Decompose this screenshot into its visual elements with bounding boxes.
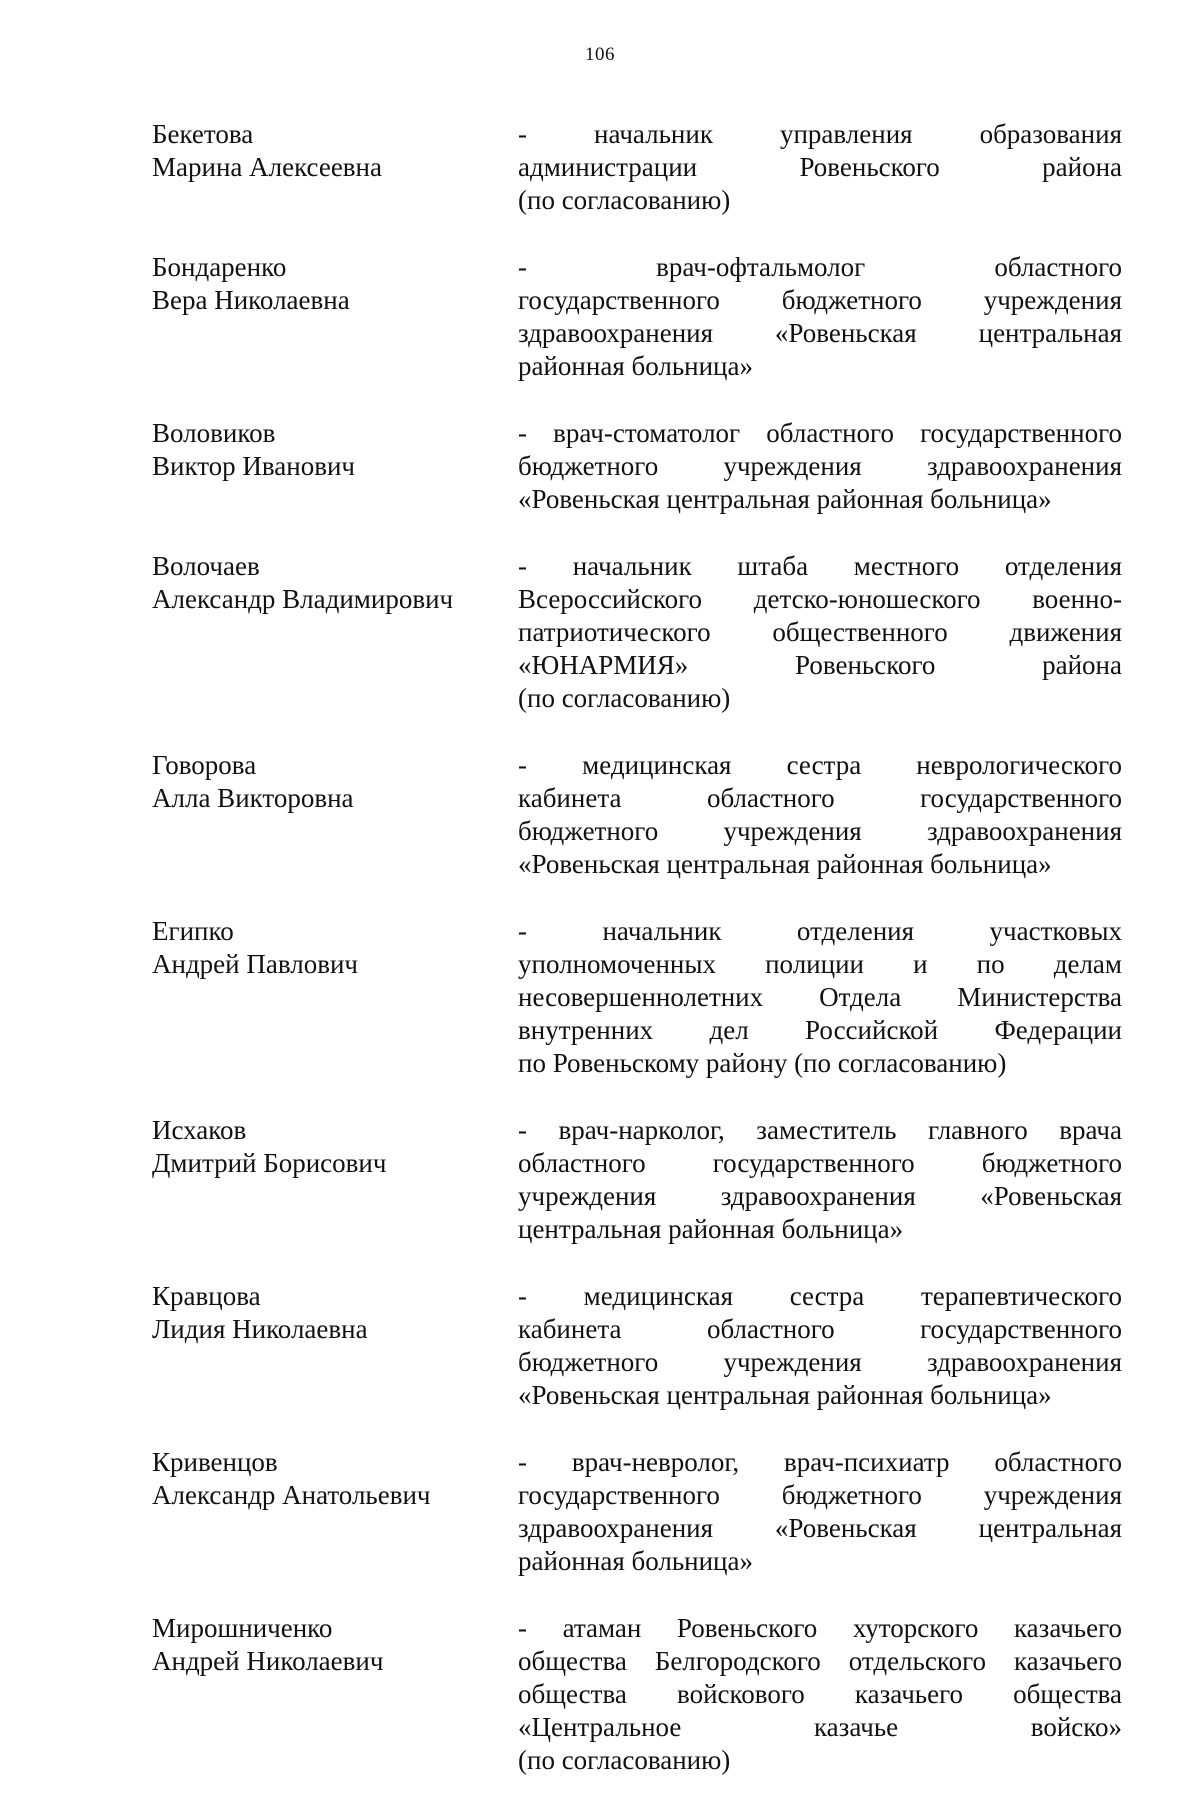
member-role (518, 1612, 1122, 1777)
member-name (152, 749, 518, 815)
member-entry (152, 417, 1132, 516)
member-name (152, 118, 518, 184)
role-line: областного государственного бюджетного (518, 1148, 1122, 1178)
role-line: районная больница» (518, 351, 753, 381)
member-list (152, 118, 1132, 1811)
member-surname: Говорова (152, 750, 257, 780)
role-line: несовершеннолетних Отдела Министерства (518, 982, 1122, 1012)
role-line: учреждения здравоохранения «Ровеньская (518, 1181, 1122, 1211)
member-role (518, 118, 1122, 217)
role-line: - медицинская сестра терапевтического (518, 1281, 1122, 1311)
member-given-names: Лидия Николаевна (152, 1314, 368, 1344)
role-line: здравоохранения «Ровеньская центральная (518, 1513, 1122, 1543)
member-given-names: Вера Николаевна (152, 285, 350, 315)
member-entry (152, 915, 1132, 1080)
member-given-names: Андрей Павлович (152, 949, 358, 979)
role-line: Всероссийского детско-юношеского военно- (518, 584, 1122, 614)
role-line: - врач-невролог, врач-психиатр областного (518, 1447, 1122, 1477)
role-line: общества войскового казачьего общества (518, 1679, 1122, 1709)
member-surname: Мирошниченко (152, 1613, 333, 1643)
member-surname: Исхаков (152, 1115, 247, 1145)
role-line: общества Белгородского отдельского казачьего (518, 1646, 1122, 1676)
member-given-names: Марина Алексеевна (152, 152, 382, 182)
member-entry (152, 1114, 1132, 1246)
role-line: «Ровеньская центральная районная больница» (518, 484, 1052, 514)
member-name (152, 1280, 518, 1346)
member-entry (152, 1612, 1132, 1777)
member-role (518, 251, 1122, 383)
role-line: (по согласованию) (518, 683, 731, 713)
role-line: «Ровеньская центральная районная больница» (518, 1380, 1052, 1410)
role-line: «Ровеньская центральная районная больница» (518, 849, 1052, 879)
role-line: центральная районная больница» (518, 1214, 904, 1244)
member-surname: Воловиков (152, 418, 276, 448)
member-entry (152, 118, 1132, 217)
member-surname: Египко (152, 916, 234, 946)
member-name (152, 550, 518, 616)
role-line: - начальник отделения участковых (518, 916, 1122, 946)
page-number: 106 (585, 44, 615, 65)
member-entry (152, 550, 1132, 715)
member-role (518, 915, 1122, 1080)
member-role (518, 1280, 1122, 1412)
role-line: администрации Ровеньского района (518, 152, 1122, 182)
member-given-names: Алла Викторовна (152, 783, 354, 813)
member-surname: Бекетова (152, 119, 254, 149)
role-line: патриотического общественного движения (518, 617, 1122, 647)
role-line: внутренних дел Российской Федерации (518, 1015, 1122, 1045)
member-name (152, 1446, 518, 1512)
member-role (518, 550, 1122, 715)
role-line: кабинета областного государственного (518, 783, 1122, 813)
member-entry (152, 1280, 1132, 1412)
role-line: бюджетного учреждения здравоохранения (518, 816, 1122, 846)
role-line: (по согласованию) (518, 185, 731, 215)
role-line: районная больница» (518, 1546, 753, 1576)
role-line: - атаман Ровеньского хуторского казачьего (518, 1613, 1122, 1643)
role-line: бюджетного учреждения здравоохранения (518, 1347, 1122, 1377)
role-line: бюджетного учреждения здравоохранения (518, 451, 1122, 481)
role-line: - начальник штаба местного отделения (518, 551, 1122, 581)
role-line: государственного бюджетного учреждения (518, 1480, 1122, 1510)
member-name (152, 1612, 518, 1678)
member-role (518, 1446, 1122, 1578)
member-name (152, 417, 518, 483)
member-role (518, 749, 1122, 881)
member-entry (152, 251, 1132, 383)
member-given-names: Андрей Николаевич (152, 1646, 384, 1676)
role-line: по Ровеньскому району (по согласованию) (518, 1048, 1007, 1078)
role-line: - медицинская сестра неврологического (518, 750, 1122, 780)
member-surname: Кравцова (152, 1281, 261, 1311)
member-entry (152, 749, 1132, 881)
member-given-names: Дмитрий Борисович (152, 1148, 387, 1178)
role-line: кабинета областного государственного (518, 1314, 1122, 1344)
role-line: государственного бюджетного учреждения (518, 285, 1122, 315)
role-line: - врач-стоматолог областного государственного (518, 418, 1122, 448)
member-given-names: Виктор Иванович (152, 451, 356, 481)
role-line: уполномоченных полиции и по делам (518, 949, 1122, 979)
member-surname: Волочаев (152, 551, 260, 581)
role-line: здравоохранения «Ровеньская центральная (518, 318, 1122, 348)
role-line: «ЮНАРМИЯ» Ровеньского района (518, 650, 1122, 680)
member-given-names: Александр Анатольевич (152, 1480, 431, 1510)
member-name (152, 915, 518, 981)
role-line: «Центральное казачье войско» (518, 1712, 1122, 1742)
role-line: - врач-нарколог, заместитель главного врача (518, 1115, 1122, 1145)
role-line: (по согласованию) (518, 1745, 731, 1775)
member-name (152, 1114, 518, 1180)
member-surname: Кривенцов (152, 1447, 278, 1477)
member-given-names: Александр Владимирович (152, 584, 454, 614)
role-line: - врач-офтальмолог областного (518, 252, 1122, 282)
role-line: - начальник управления образования (518, 119, 1122, 149)
member-role (518, 1114, 1122, 1246)
member-name (152, 251, 518, 317)
member-entry (152, 1446, 1132, 1578)
member-role (518, 417, 1122, 516)
member-surname: Бондаренко (152, 252, 287, 282)
